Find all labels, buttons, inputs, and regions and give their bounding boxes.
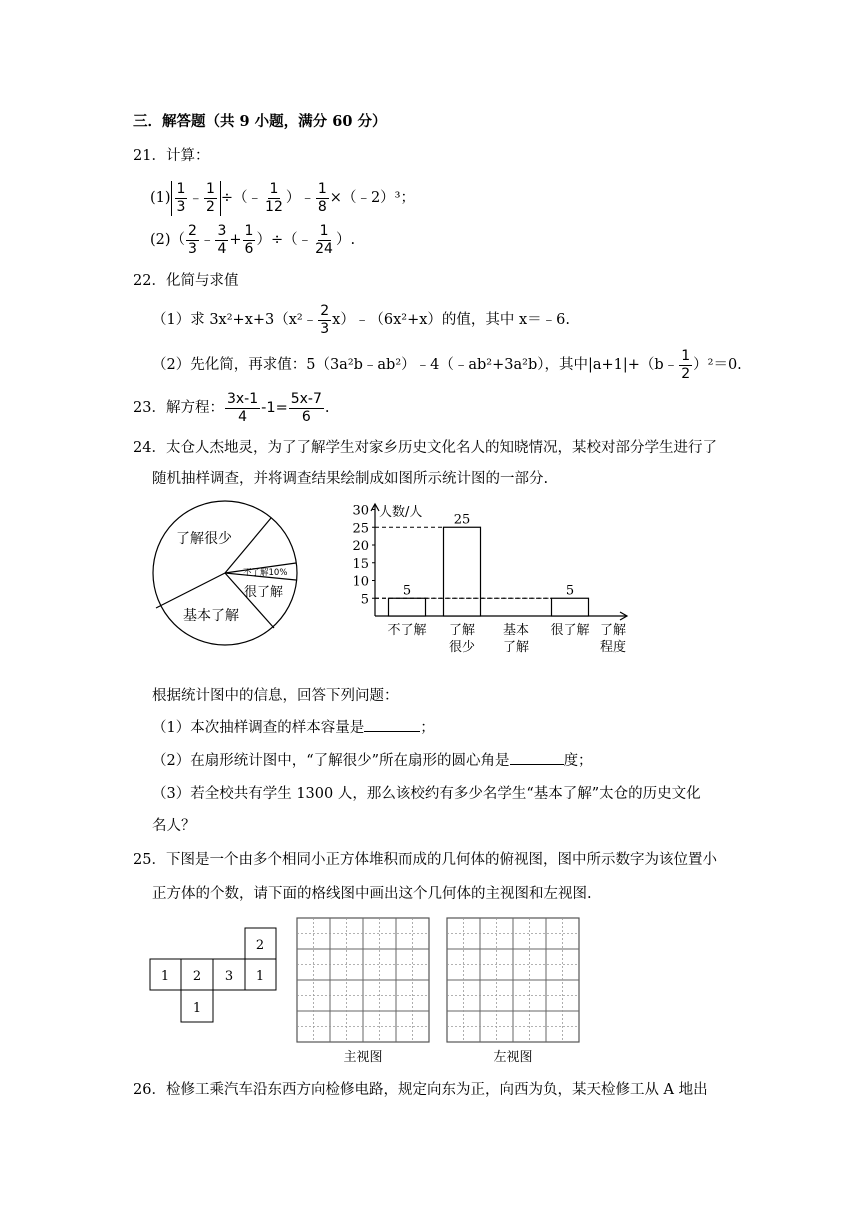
q24-sub3-line1: （3）若全校共有学生 1300 人，那么该校约有多少名学生“基本了解”太仓的历史文化	[152, 786, 701, 802]
fraction: $\frac{5x-7}{6}$	[290, 390, 322, 425]
pie-label-very: 很了解	[244, 585, 284, 600]
fraction: $\frac{3}{4}$	[217, 222, 227, 257]
bar-value-label: 25	[453, 512, 471, 528]
bar	[389, 598, 426, 616]
fraction: $\frac{2}{3}$	[320, 302, 330, 337]
q24-sub1: （1）本次抽样调查的样本容量是 ；	[152, 717, 435, 738]
q21-part2: (2) （ $\frac{2}{3}$ ﹣ $\frac{3}{4}$ + $\frac{1}{6}$ ）÷（﹣ $\frac{1}{24}$ ）.	[150, 222, 356, 257]
bar	[444, 527, 481, 616]
y-tick-label: 25	[352, 521, 369, 537]
pie-label-little: 了解很少	[176, 531, 232, 547]
fraction: $\frac{1}{6}$	[244, 222, 254, 257]
y-axis-label: 人数/人	[379, 505, 423, 520]
q25-line1: 25．下图是一个由多个相同小正方体堆积而成的几何体的俯视图，图中所示数字为该位置小	[133, 852, 717, 868]
top-view-count: 1	[192, 1001, 202, 1016]
q26-line1: 26．检修工乘汽车沿东西方向检修电路，规定向东为正，向西为负，某天检修工从 A 地出	[133, 1082, 708, 1098]
pie-label-basic: 基本了解	[183, 608, 239, 624]
bar-chart	[335, 494, 635, 679]
x-tick-label: 很了解	[550, 623, 590, 638]
bar-value-label: 5	[402, 583, 412, 599]
section-title: 三．解答题（共 9 小题，满分 60 分）	[133, 113, 387, 130]
top-view-count: 1	[255, 969, 265, 984]
front-view-grid[interactable]	[293, 914, 433, 1069]
q24-line1: 24．太仓人杰地灵，为了了解学生对家乡历史文化名人的知晓情况，某校对部分学生进行了	[133, 440, 717, 456]
top-view-count: 3	[224, 969, 234, 984]
y-tick-label: 30	[352, 503, 369, 519]
x-tick-label: 基本	[502, 623, 530, 638]
x-tick-label: 了解	[502, 640, 530, 655]
fraction: $\frac{1}{24}$	[315, 222, 333, 257]
q22-label: 22．化简与求值	[133, 273, 239, 289]
q21-part1: (1) $\frac{1}{3}$ ﹣ $\frac{1}{2}$ ÷（﹣ $\frac{1}{12}$ ）﹣ $\frac{1}{8}$ ×（﹣2）³；	[150, 180, 415, 215]
y-tick-label: 20	[352, 539, 369, 554]
q24-sub3-line2: 名人？	[152, 818, 196, 834]
x-tick-label: 了解	[448, 623, 476, 638]
fraction: $\frac{1}{2}$	[681, 347, 691, 382]
fraction: $\frac{1}{2}$	[205, 180, 215, 215]
x-tick-label: 不了解	[387, 623, 427, 638]
top-view-count: 2	[192, 969, 202, 984]
bar	[552, 598, 589, 616]
q24-sub2: （2）在扇形统计图中，“了解很少”所在扇形的圆心角是 度；	[152, 750, 593, 771]
x-axis-label: 了解	[599, 623, 627, 638]
y-tick-label: 10	[352, 574, 369, 590]
q25-line2: 正方体的个数，请下面的格线图中画出这个几何体的主视图和左视图.	[152, 886, 592, 902]
q23-equation: 23．解方程： $\frac{3x-1}{4}$ -1= $\frac{5x-7}{6}$ .	[133, 390, 330, 425]
bar-value-label: 5	[565, 583, 575, 599]
left-view-caption: 左视图	[493, 1050, 533, 1065]
fraction: $\frac{3x-1}{4}$	[226, 390, 259, 425]
y-tick-label: 15	[352, 556, 369, 572]
answer-blank[interactable]	[510, 750, 564, 765]
x-axis-label: 程度	[599, 640, 627, 655]
fraction: $\frac{1}{8}$	[317, 180, 327, 215]
pie-label-none: 不了解10%	[243, 568, 288, 578]
top-view-count: 2	[255, 938, 265, 953]
absolute-value: $\frac{1}{3}$ ﹣ $\frac{1}{2}$	[171, 181, 221, 216]
top-view-count: 1	[160, 969, 170, 984]
q22-part2: （2）先化简，再求值：5（3a²b﹣ab²）﹣4（﹣ab²+3a²b），其中|a+1|+（b﹣ $\frac{1}{2}$ ）²＝0.	[152, 347, 742, 382]
fraction: $\frac{2}{3}$	[188, 222, 197, 257]
pie-chart	[146, 498, 306, 648]
x-tick-label: 很少	[448, 640, 476, 655]
fraction: $\frac{1}{12}$	[265, 180, 283, 215]
q22-part1: （1）求 3x²+x+3（x²﹣ $\frac{2}{3}$ x）﹣（6x²+x）的值，其中 x＝﹣6.	[152, 302, 571, 337]
q24-intro: 根据统计图中的信息，回答下列问题：	[152, 688, 399, 704]
front-view-caption: 主视图	[343, 1050, 383, 1065]
y-tick-label: 5	[360, 592, 369, 608]
q24-line2: 随机抽样调查，并将调查结果绘制成如图所示统计图的一部分.	[152, 471, 549, 487]
answer-blank[interactable]	[364, 717, 420, 732]
q21-label: 21．计算：	[133, 148, 210, 164]
fraction: $\frac{1}{3}$	[176, 180, 186, 215]
left-view-grid[interactable]	[443, 914, 583, 1069]
top-view-diagram	[148, 926, 283, 1036]
